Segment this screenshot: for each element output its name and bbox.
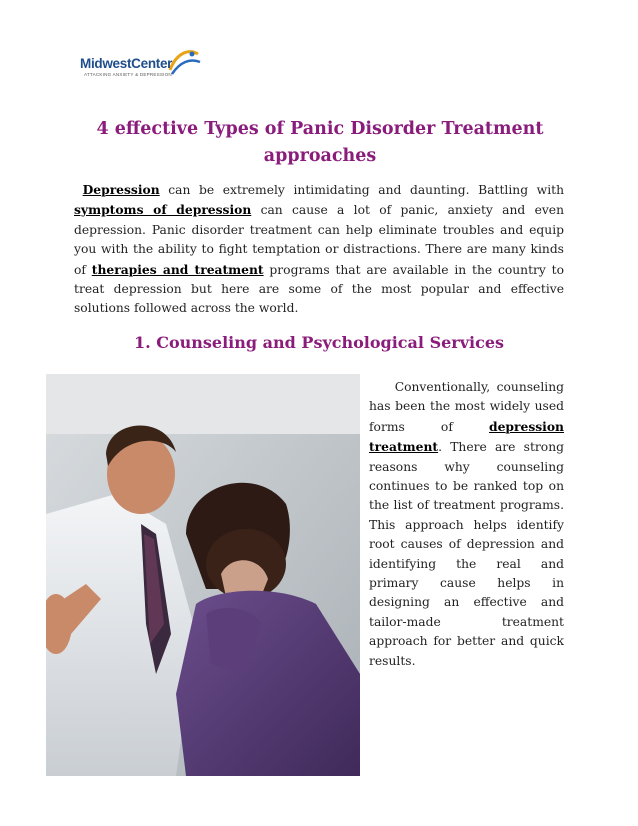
depression-link[interactable]: Depression <box>82 182 160 197</box>
intro-paragraph <box>74 180 564 319</box>
depression-treatment-link[interactable]: depression treatment <box>369 418 564 455</box>
counseling-text-1: Conventionally, counseling has been the most widely used forms of <box>369 380 564 434</box>
counseling-text-2: . There are strong reasons why counseling continues to be ranked top on the list of treatment programs. This approach helps identify root causes of depression and identifying the real and primary cause helps in designing an effective and tailor-made treatment approach for better and quick results. <box>369 440 564 668</box>
counseling-photo <box>46 374 360 776</box>
logo-name: MidwestCenter <box>80 56 173 71</box>
logo-tagline: ATTACKING ANXIETY & DEPRESSION <box>84 72 172 77</box>
intro-text-3: programs that are available in the country to treat depression but here are some of the most popular and effective solutions followed across the world. <box>74 262 565 316</box>
therapies-and-treatment-link[interactable]: therapies and treatment <box>91 261 264 277</box>
section-heading-counseling: 1. Counseling and Psychological Services <box>133 333 505 352</box>
counseling-paragraph <box>369 378 564 671</box>
midwest-center-logo <box>78 48 202 84</box>
symptoms-of-depression-link[interactable]: symptoms of depression <box>74 202 252 218</box>
intro-text-1: can be extremely intimidating and daunting. Battling with <box>159 183 564 197</box>
page-title: 4 effective Types of Panic Disorder Treatment approaches <box>96 119 544 166</box>
intro-text-2: can cause a lot of panic, anxiety and even depression. Panic disorder treatment can help eliminate troubles and equip you with the ability to fight temptation or distractions. There are many kinds of <box>74 203 564 277</box>
